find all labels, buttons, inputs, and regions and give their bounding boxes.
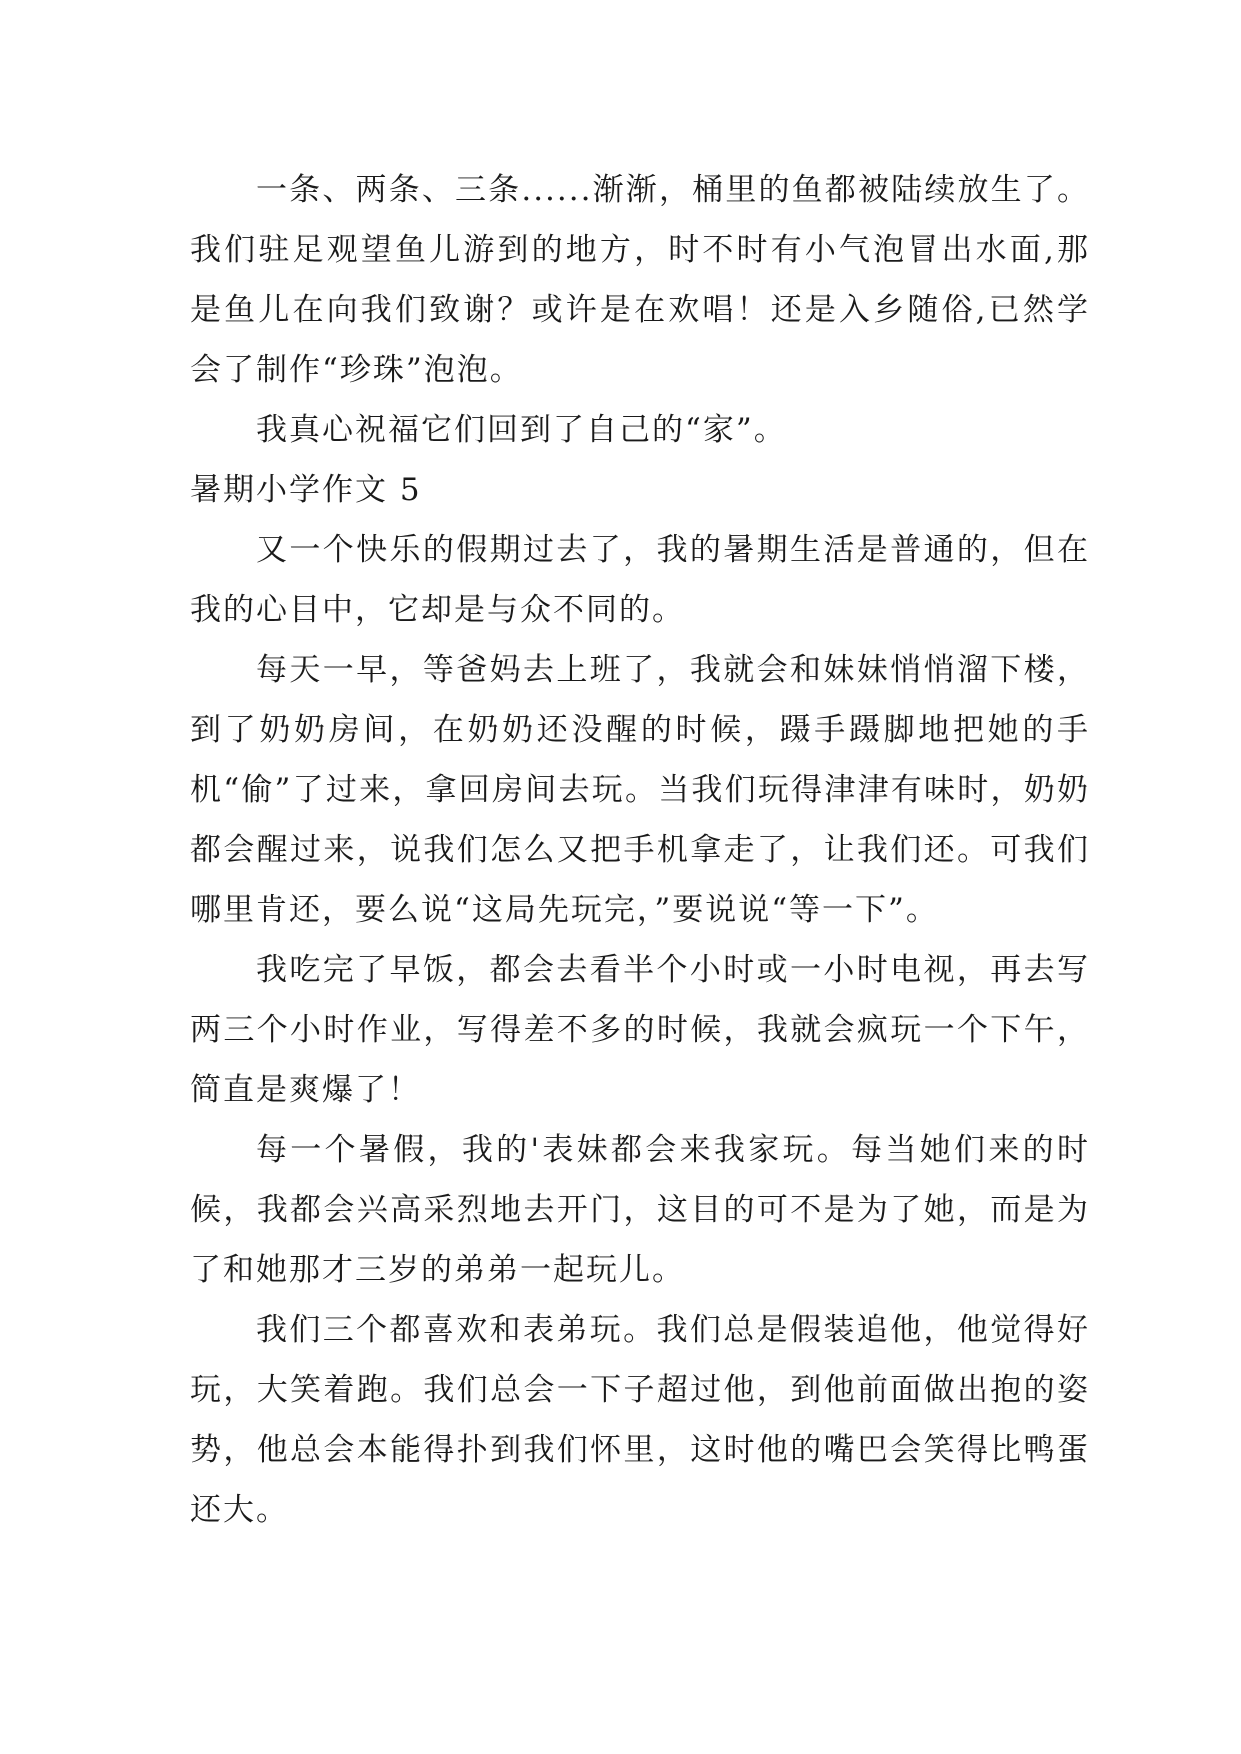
paragraph-morning-phone: 每天一早，等爸妈去上班了，我就会和妹妹悄悄溜下楼，到了奶奶房间，在奶奶还没醒的时候，蹑手蹑脚地把她的手机“偷”了过来，拿回房间去玩。当我们玩得津津有味时，奶奶都会醒过来，说我们怎么又把手机拿走了，让我们还。可我们哪里肯还，要么说“这局先玩完，”要说说“等一下”。 (190, 652, 1090, 928)
paragraph-daily-routine: 我吃完了早饭，都会去看半个小时或一小时电视，再去写两三个小时作业，写得差不多的时候，我就会疯玩一个下午，简直是爽爆了！ (190, 952, 1090, 1108)
document-body (190, 160, 1090, 1540)
paragraph-cousin-visit: 每一个暑假，我的'表妹都会来我家玩。每当她们来的时候，我都会兴高采烈地去开门，这目的可不是为了她，而是为了和她那才三岁的弟弟一起玩儿。 (190, 1132, 1090, 1288)
paragraph-intro: 又一个快乐的假期过去了，我的暑期生活是普通的，但在我的心目中，它却是与众不同的。 (190, 532, 1090, 628)
paragraph-blessing: 我真心祝福它们回到了自己的“家”。 (256, 412, 787, 448)
essay-title: 暑期小学作文 5 (190, 472, 422, 508)
paragraph-play-with-cousin: 我们三个都喜欢和表弟玩。我们总是假装追他，他觉得好玩，大笑着跑。我们总会一下子超过他，到他前面做出抱的姿势，他总会本能得扑到我们怀里，这时他的嘴巴会笑得比鸭蛋还大。 (190, 1312, 1090, 1528)
paragraph-fish-release: 一条、两条、三条......渐渐，桶里的鱼都被陆续放生了。我们驻足观望鱼儿游到的地方，时不时有小气泡冒出水面,那是鱼儿在向我们致谢？或许是在欢唱！还是入乡随俗,已然学会了制作“珍珠”泡泡。 (190, 172, 1090, 388)
